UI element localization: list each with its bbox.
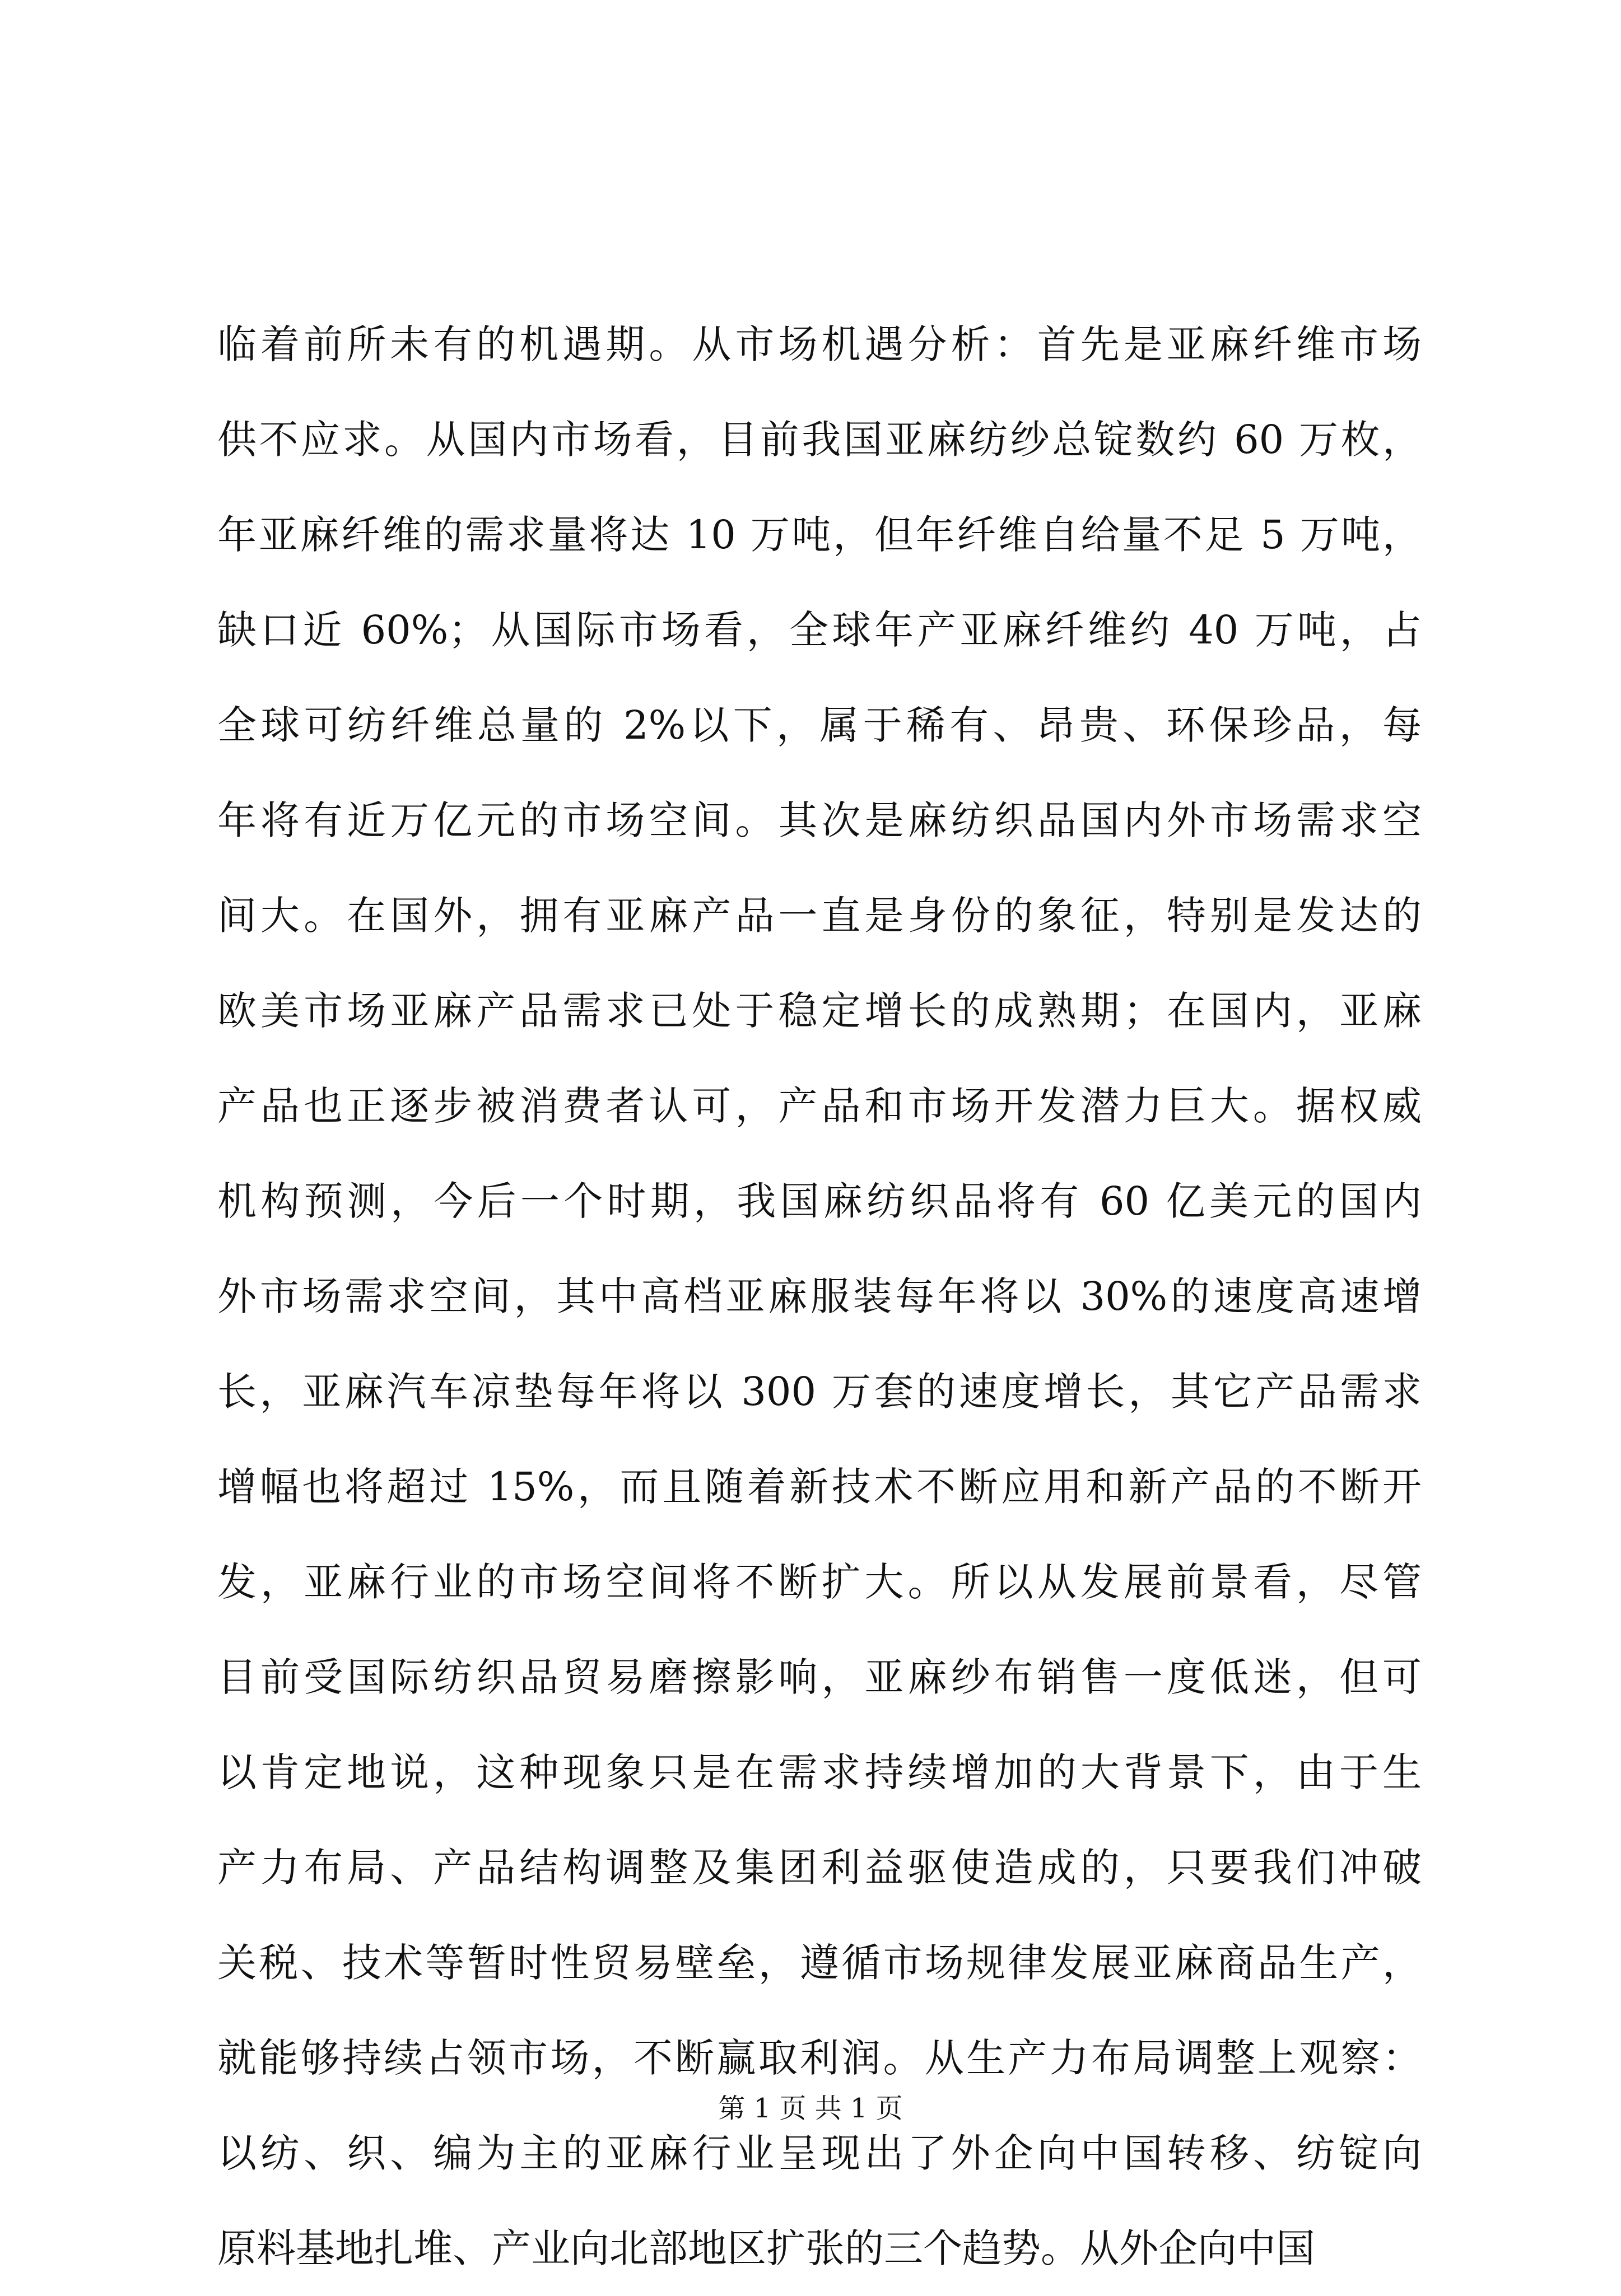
text-line: 供不应求。从国内市场看，目前我国亚麻纺纱总锭数约 60 万枚， <box>217 417 1422 463</box>
text-line: 产力布局、产品结构调整及集团利益驱使造成的，只要我们冲破 <box>217 1845 1422 1891</box>
text-line: 产品也正逐步被消费者认可，产品和市场开发潜力巨大。据权威 <box>217 1083 1422 1129</box>
text-line: 增幅也将超过 15%，而且随着新技术不断应用和新产品的不断开 <box>217 1464 1422 1510</box>
text-line: 以肯定地说，这种现象只是在需求持续增加的大背景下，由于生 <box>217 1749 1422 1795</box>
text-line: 外市场需求空间，其中高档亚麻服装每年将以 30%的速度高速增 <box>217 1273 1422 1319</box>
text-line: 关税、技术等暂时性贸易壁垒，遵循市场规律发展亚麻商品生产， <box>217 1940 1422 1986</box>
text-line: 就能够持续占领市场，不断赢取利润。从生产力布局调整上观察： <box>217 2035 1422 2081</box>
text-line: 以纺、织、编为主的亚麻行业呈现出了外企向中国转移、纺锭向 <box>217 2130 1422 2176</box>
text-line: 原料基地扎堆、产业向北部地区扩张的三个趋势。从外企向中国 <box>217 2225 1315 2271</box>
text-line: 目前受国际纺织品贸易磨擦影响，亚麻纱布销售一度低迷，但可 <box>217 1654 1422 1700</box>
text-line: 长，亚麻汽车凉垫每年将以 300 万套的速度增长，其它产品需求 <box>217 1369 1422 1415</box>
text-line: 年将有近万亿元的市场空间。其次是麻纺织品国内外市场需求空 <box>217 797 1422 843</box>
text-line: 年亚麻纤维的需求量将达 10 万吨，但年纤维自给量不足 5 万吨， <box>217 512 1422 558</box>
text-line: 临着前所未有的机遇期。从市场机遇分析：首先是亚麻纤维市场 <box>217 321 1422 367</box>
text-line: 欧美市场亚麻产品需求已处于稳定增长的成熟期；在国内，亚麻 <box>217 988 1422 1034</box>
text-line: 发，亚麻行业的市场空间将不断扩大。所以从发展前景看，尽管 <box>217 1559 1422 1605</box>
text-line: 间大。在国外，拥有亚麻产品一直是身份的象征，特别是发达的 <box>217 893 1422 939</box>
text-line: 缺口近 60%；从国际市场看，全球年产亚麻纤维约 40 万吨，占 <box>217 607 1422 653</box>
page-footer: 第 1 页 共 1 页 <box>718 2093 903 2124</box>
text-line: 机构预测，今后一个时期，我国麻纺织品将有 60 亿美元的国内 <box>217 1178 1422 1224</box>
text-line: 全球可纺纤维总量的 2%以下，属于稀有、昂贵、环保珍品，每 <box>217 702 1422 748</box>
body-text <box>217 297 1422 2296</box>
